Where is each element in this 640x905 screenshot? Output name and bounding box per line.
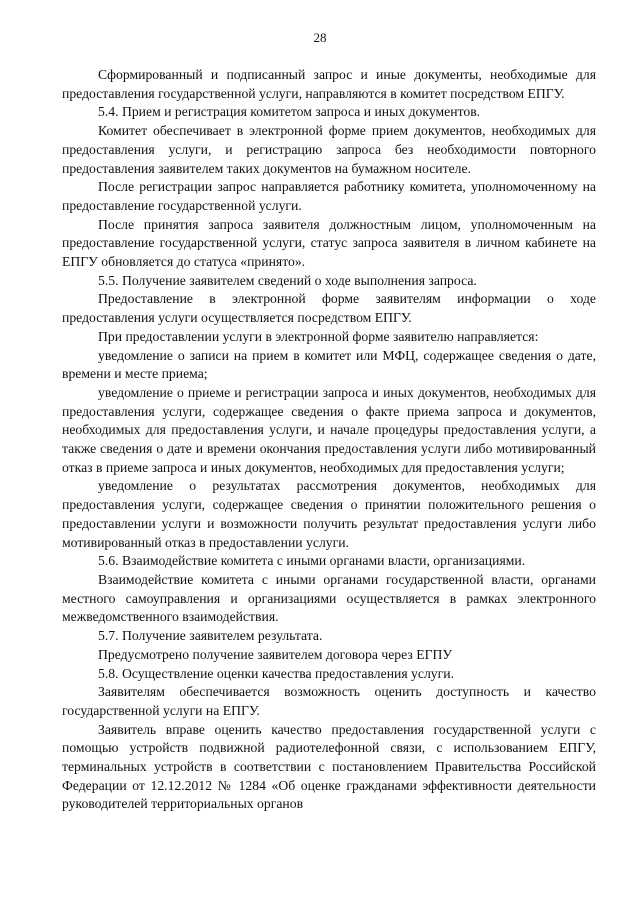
paragraph-quality-rating: Заявителям обеспечивается возможность оценить доступность и качество государственной услуги на ЕПГУ. [62,684,596,718]
section-5-8-heading: 5.8. Осуществление оценки качества предоставления услуги. [98,665,455,681]
paragraph-progress-info: Предоставление в электронной форме заявителям информации о ходе предоставления услуги осуществляется посредством ЕПГУ. [62,291,596,326]
paragraph-registration-notice: уведомление о приеме и регистрации запроса и иных документов, необходимых для предоставления услуги, содержащее сведения о факте приема запроса и документов, необходимых для предоставления услуги, и начале процедуры предоставления услуги, а также сведения о дате и времени окончания предоставления услуги либо мотивированный отказ в приеме запроса и иных документов, необходимых для предоставления услуги; [62,384,596,475]
paragraph-status-update: После принятия запроса заявителя должностным лицом, уполномоченным на предоставление государственной услуги, статус запроса заявителя в личном кабинете на ЕПГУ обновляется до статуса «принято». [62,216,596,270]
document-body [62,66,596,814]
paragraph-request-routing: После регистрации запрос направляется работнику комитета, уполномоченному на предоставление государственной услуги. [62,179,596,213]
paragraph-appointment-notice: уведомление о записи на прием в комитет или МФЦ, содержащее сведения о дате, времени и месте приема; [62,347,596,382]
paragraph-committee-reception: Комитет обеспечивает в электронной форме прием документов, необходимых для предоставления услуги, и регистрацию запроса без необходимости повторного предоставления заявителем таких документов на бумажном носителе. [62,123,596,176]
page-number: 28 [313,30,327,45]
paragraph-interagency-interaction: Взаимодействие комитета с иными органами государственной власти, органами местного самоуправления и организациями осуществляется в рамках электронного межведомственного взаимодействия. [62,571,596,625]
section-5-6-heading: 5.6. Взаимодействие комитета с иными органами власти, организациями. [98,553,526,569]
section-5-4-heading: 5.4. Прием и регистрация комитетом запроса и иных документов. [98,104,481,120]
paragraph-submitted-request: Сформированный и подписанный запрос и иные документы, необходимые для предоставления государственной услуги, направляются в комитет посредством ЕПГУ. [62,67,596,101]
section-5-5-heading: 5.5. Получение заявителем сведений о ходе выполнения запроса. [98,272,477,288]
paragraph-rating-methods: Заявитель вправе оценить качество предоставления государственной услуги с помощью устройств подвижной радиотелефонной связи, с использованием ЕПГУ, терминальных устройств в соответствии с постановлением Правительства Российской Федерации от 12.12.2012 № 1284 «Об оценке гражданами эффективности деятельности руководителей территориальных органов [62,721,596,812]
paragraph-contract-receipt: Предусмотрено получение заявителем договора через ЕГПУ [98,646,453,662]
section-5-7-heading: 5.7. Получение заявителем результата. [98,628,323,644]
paragraph-notification-intro: При предоставлении услуги в электронной форме заявителю направляется: [98,328,539,344]
paragraph-results-notice: уведомление о результатах рассмотрения документов, необходимых для предоставления услуги, содержащее сведения о принятии положительного решения о предоставлении услуги и возможности получить результат предоставления услуги либо мотивированный отказ в предоставлении услуги. [62,478,596,550]
